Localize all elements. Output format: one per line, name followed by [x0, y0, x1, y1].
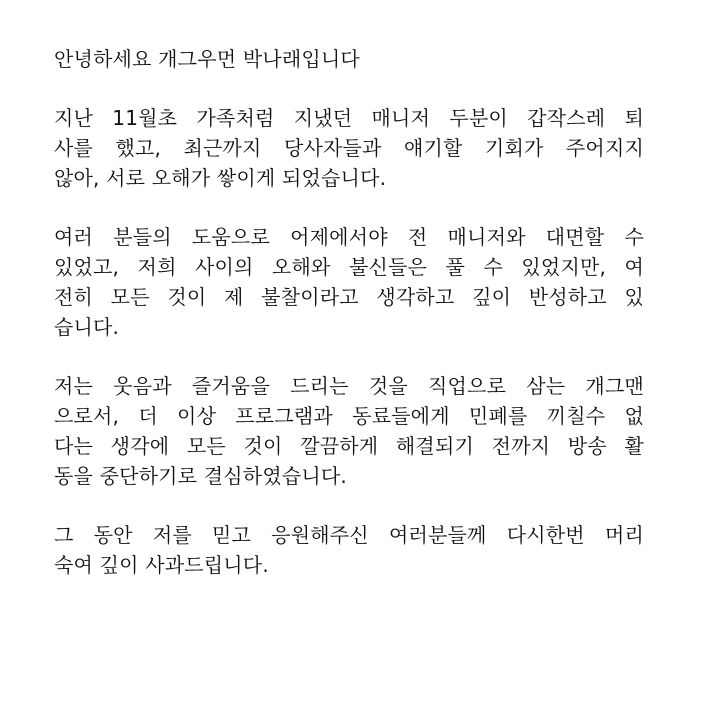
paragraph-line: 그 동안 저를 믿고 응원해주신 여러분들께 다시한번 머리: [54, 523, 644, 547]
letter-body: [54, 44, 644, 580]
paragraph-3: [54, 371, 644, 491]
paragraph-spacer: [54, 74, 644, 103]
paragraph-line: 여러 분들의 도움으로 어제에서야 전 매니저와 대면할 수: [54, 225, 644, 249]
paragraph-line: 않아, 서로 오해가 쌓이게 되었습니다.: [54, 166, 387, 190]
paragraph-spacer: [54, 193, 644, 222]
paragraph-line: 있었고, 저희 사이의 오해와 불신들은 풀 수 있었지만, 여: [54, 255, 644, 279]
greeting-line: 안녕하세요 개그우먼 박나래입니다: [54, 47, 360, 71]
paragraph-line: 숙여 깊이 사과드립니다.: [54, 553, 269, 577]
paragraph-line: 저는 웃음과 즐거움을 드리는 것을 직업으로 삼는 개그맨: [54, 374, 644, 398]
paragraph-line: 전히 모든 것이 제 불찰이라고 생각하고 깊이 반성하고 있: [54, 285, 644, 309]
paragraph-line: 동을 중단하기로 결심하였습니다.: [54, 464, 347, 488]
paragraph-2: [54, 222, 644, 342]
paragraph-spacer: [54, 342, 644, 371]
paragraph-line: 으로서, 더 이상 프로그램과 동료들에게 민폐를 끼칠수 없: [54, 404, 644, 428]
paragraph-line: 지난 11월초 가족처럼 지냈던 매니저 두분이 갑작스레 퇴: [54, 106, 644, 130]
paragraph-line: 다는 생각에 모든 것이 깔끔하게 해결되기 전까지 방송 활: [54, 434, 644, 458]
paragraph-line: 습니다.: [54, 315, 120, 339]
paragraph-line: 사를 했고, 최근까지 당사자들과 얘기할 기회가 주어지지: [54, 136, 644, 160]
paragraph-4: [54, 520, 644, 580]
paragraph-spacer: [54, 491, 644, 520]
paragraph-1: [54, 103, 644, 193]
